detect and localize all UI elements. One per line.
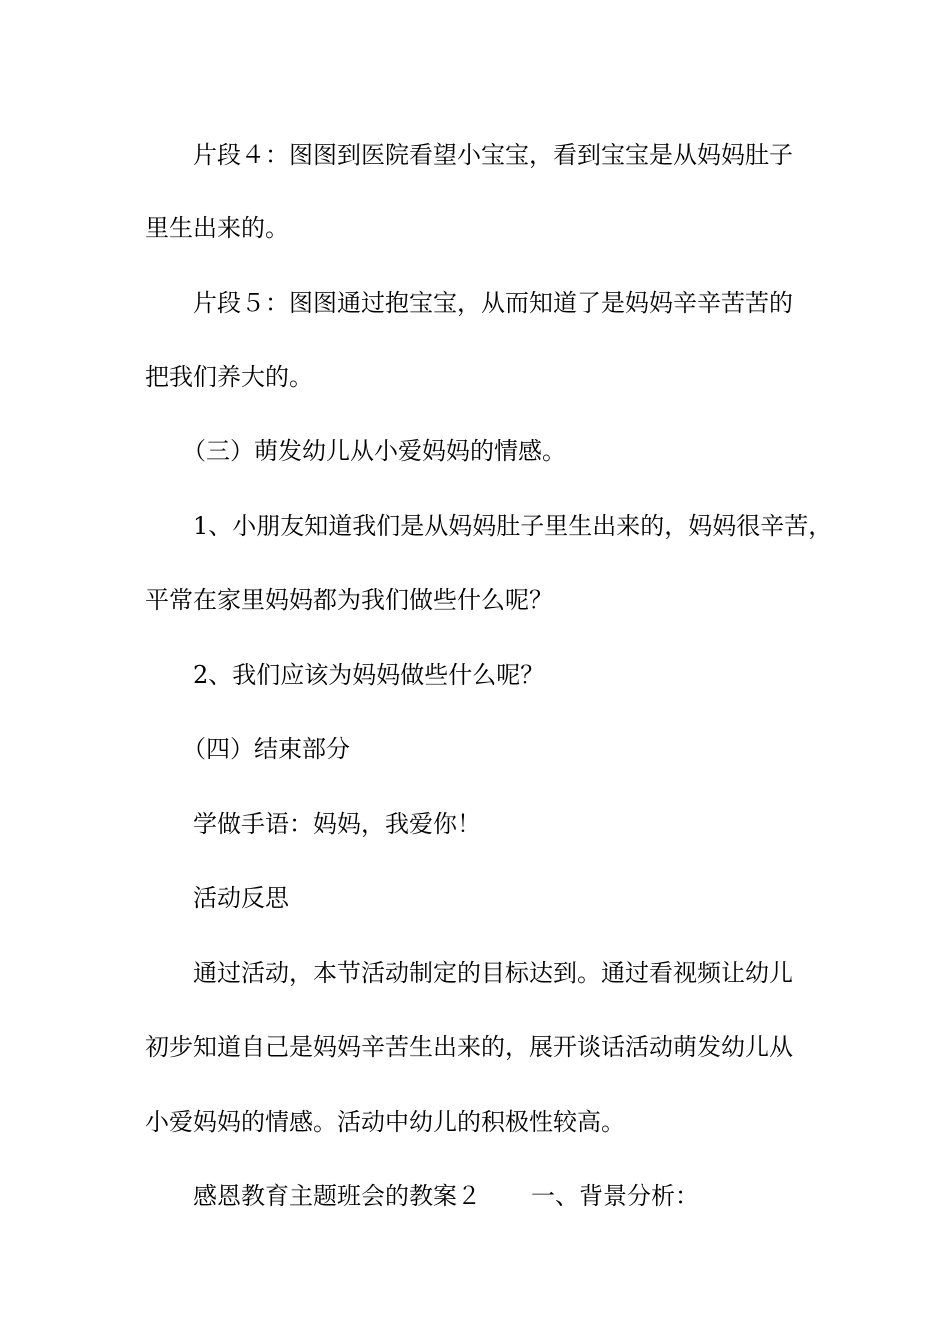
paragraph-line: 把我们养大的。 <box>145 363 313 391</box>
paragraph-line: 通过活动，本节活动制定的目标达到。通过看视频让幼儿 <box>193 959 793 987</box>
paragraph-line: 片段５：图图通过抱宝宝，从而知道了是妈妈辛辛苦苦的 <box>193 289 793 317</box>
document-title: 感恩教育主题班会的教案２ <box>193 1182 481 1210</box>
section-heading: 一、背景分析： <box>531 1182 699 1210</box>
section-heading: （四）结束部分 <box>182 735 350 763</box>
paragraph-line: 小爱妈妈的情感。活动中幼儿的积极性较高。 <box>145 1108 625 1136</box>
paragraph-line: 1、小朋友知道我们是从妈妈肚子里生出来的，妈妈很辛苦， <box>193 512 833 540</box>
paragraph-line: 平常在家里妈妈都为我们做些什么呢？ <box>145 586 553 614</box>
paragraph-line: 2、我们应该为妈妈做些什么呢？ <box>193 661 545 689</box>
section-heading: 活动反思 <box>193 884 289 912</box>
document-title-line <box>193 1181 873 1211</box>
section-heading: （三）萌发幼儿从小爱妈妈的情感。 <box>182 437 566 465</box>
paragraph-line: 片段４：图图到医院看望小宝宝，看到宝宝是从妈妈肚子 <box>193 141 793 169</box>
paragraph-line: 里生出来的。 <box>145 214 289 242</box>
paragraph-line: 初步知道自己是妈妈辛苦生出来的，展开谈话活动萌发幼儿从 <box>145 1033 793 1061</box>
paragraph-line: 学做手语：妈妈，我爱你！ <box>193 810 481 838</box>
